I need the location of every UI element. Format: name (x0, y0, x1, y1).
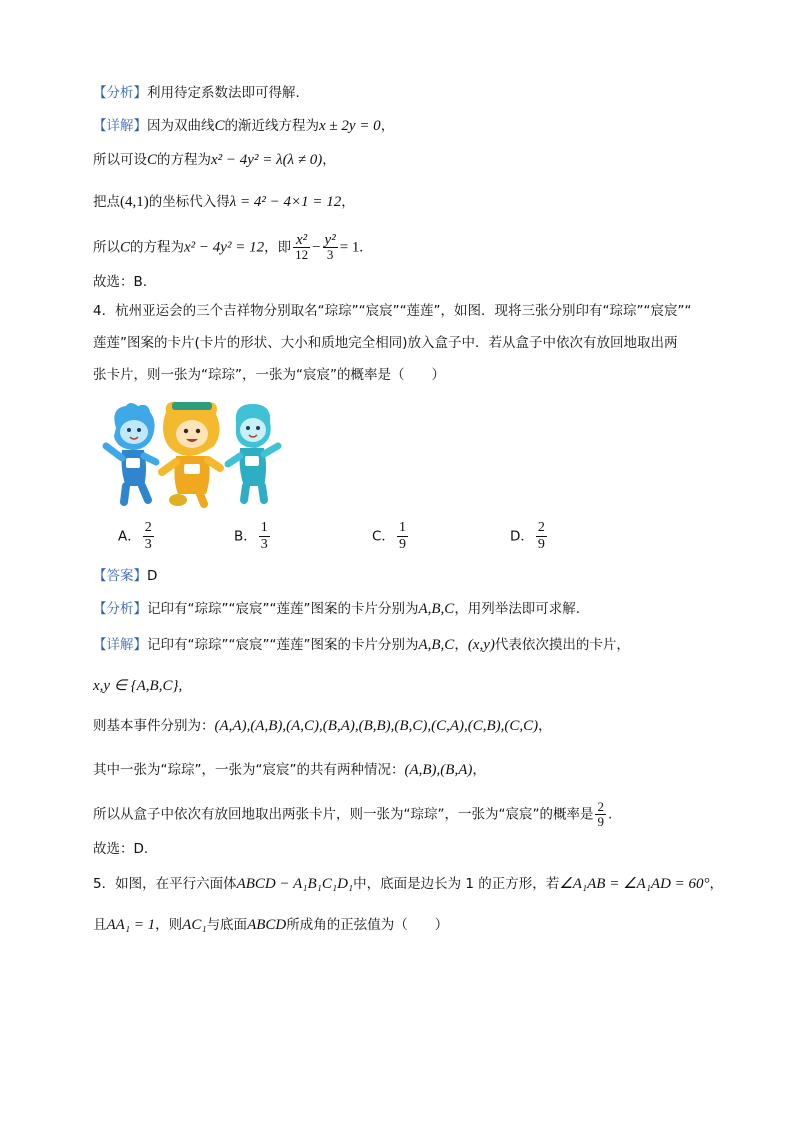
option-label: C． (372, 528, 395, 545)
basic-events-tail: ， (538, 718, 552, 734)
frac-num: 2 (144, 520, 152, 535)
q4-choice: 故选：D. (93, 841, 149, 857)
detail-tag: 【详解】 (93, 637, 147, 653)
q3-line2-text: 所以可设 (93, 152, 147, 168)
q4-stem-line-1: 4．杭州亚运会的三个吉祥物分别取名“琮琮”“宸宸”“莲莲”，如图．现将三张分别印有“琮琮”“宸宸”“ (93, 303, 692, 319)
q5-text-2: 中，底面是边长为 1 的正方形，若 (353, 876, 560, 892)
q3-line2: 所以可设C的方程为x² − 4y² = λ(λ ≠ 0)， (93, 152, 336, 168)
q3-choice: 故选：B. (93, 274, 148, 290)
frac-den: 3 (144, 537, 152, 552)
two-cases: (A,B),(B,A) (404, 762, 473, 778)
mascot-chenchen (162, 402, 220, 506)
answer-tag: 【答案】 (93, 568, 147, 584)
frac-den: 9 (597, 814, 604, 829)
detail-tag: 【详解】 (93, 118, 147, 134)
option-c (372, 520, 410, 553)
option-a (118, 520, 156, 553)
q3-detail-line: 【详解】因为双曲线C的渐近线方程为x ± 2y = 0， (93, 118, 395, 134)
frac-den: 9 (537, 537, 545, 552)
basic-events: (A,A),(A,B),(A,C),(B,A),(B,B),(B,C),(C,A),(C,B),(C,C) (214, 718, 539, 734)
q3-line2-text-2: 的方程为 (157, 152, 212, 168)
conclusion-fraction (595, 800, 606, 829)
q3-line4-text-2: 的方程为 (130, 239, 185, 256)
q4-answer: D (147, 568, 158, 584)
math-set: x,y ∈ {A,B,C}, (93, 678, 183, 694)
math-ac1: AC₁ (182, 917, 207, 933)
q3-analysis-text: 利用待定系数法即可得解. (147, 85, 300, 101)
final-equation: x² − 4y² = 12 (184, 239, 265, 256)
fraction-y2-3 (323, 233, 338, 262)
option-label: A． (118, 528, 141, 545)
q3-line3-text: 把点 (93, 194, 120, 210)
frac-num: 2 (537, 520, 545, 535)
math-aa1: AA₁ = 1 (106, 917, 156, 933)
math-C: C (120, 239, 131, 256)
mascot-congcong (106, 403, 156, 502)
q4-detail-text-3: 代表依次摸出的卡片， (494, 637, 630, 653)
fraction-x2-12 (293, 233, 310, 262)
q4-two-cases-line (93, 760, 486, 780)
frac-num: 1 (260, 520, 268, 535)
q4-basic-events-line (93, 716, 552, 736)
point-coordinates: (4,1) (120, 194, 149, 210)
q3-line4-text: 所以 (93, 239, 120, 256)
q3-detail-text-2: 的渐近线方程为 (224, 118, 320, 134)
q4-detail-text-2: ， (454, 637, 468, 653)
q4-detail-line (93, 635, 630, 655)
two-cases-tail: ， (472, 762, 486, 778)
q4-detail-text: 记印有“琮琮”“宸宸”“莲莲”图案的卡片分别为 (147, 637, 419, 653)
math-angles: ∠A₁AB = ∠A₁AD = 60° (559, 876, 710, 892)
q3-line3-text-2: 的坐标代入得 (148, 194, 230, 210)
mascot-lianlian (228, 404, 278, 500)
frac-den: 9 (398, 537, 406, 552)
q3-line4-text-3: ，即 (264, 239, 292, 256)
conclusion-tail: . (607, 806, 613, 823)
frac-num: 2 (597, 799, 604, 814)
option-d (510, 520, 549, 553)
q5-text-6: 与底面 (206, 917, 248, 933)
math-C: C (214, 118, 225, 134)
option-fraction (397, 520, 408, 553)
analysis-tag: 【分析】 (93, 85, 147, 101)
math-abc: A,B,C (418, 637, 455, 653)
frac-num: x² (293, 233, 310, 248)
frac-den: 3 (326, 247, 334, 262)
lambda-equation: λ = 4² − 4×1 = 12 (229, 194, 342, 210)
math-abc: A,B,C (418, 601, 455, 617)
q4-analysis-text: 记印有“琮琮”“宸宸”“莲莲”图案的卡片分别为 (147, 601, 419, 617)
frac-den: 3 (260, 537, 268, 552)
q4-answer-line (93, 566, 157, 586)
math-xy: (x,y) (467, 637, 495, 653)
option-fraction (143, 520, 154, 553)
q4-analysis-line (93, 599, 580, 619)
q4-conclusion-line (93, 800, 612, 829)
option-fraction (536, 520, 547, 553)
q5-text-7: 所成角的正弦值为（ ） (286, 917, 449, 933)
q5-stem-line-1 (93, 874, 723, 894)
frac-den: 12 (295, 247, 309, 262)
q3-detail-text: 因为双曲线 (147, 118, 215, 134)
option-fraction (259, 520, 270, 553)
analysis-tag: 【分析】 (93, 601, 147, 617)
math-base: ABCD (247, 917, 287, 933)
q4-set-line (93, 676, 182, 696)
option-label: D． (510, 528, 534, 545)
q5-text-4: 且 (93, 917, 107, 933)
q5-text-3: ， (709, 876, 724, 892)
q5-text: 5．如图，在平行六面体 (93, 876, 237, 892)
q4-analysis-text-2: ，用列举法即可求解. (454, 601, 581, 617)
basic-events-label: 则基本事件分别为： (93, 718, 215, 734)
frac-num: 1 (398, 520, 406, 535)
q3-line3: 把点(4,1)的坐标代入得λ = 4² − 4×1 = 12， (93, 194, 355, 210)
conclusion-text: 所以从盒子中依次有放回地取出两张卡片，则一张为“琮琮”，一张为“宸宸”的概率是 (93, 806, 594, 823)
mascots-image (96, 398, 288, 508)
option-label: B． (234, 528, 257, 545)
q3-analysis-line (93, 83, 300, 103)
equation-tail: = 1. (339, 239, 364, 256)
q4-stem-line-3: 张卡片，则一张为“琮琮”，一张为“宸宸”的概率是（ ） (93, 367, 445, 383)
q3-line4: 所以C的方程为x² − 4y² = 12，即 $\frac{\text{x²}}{12}$ − $\frac{\text{y²}}{3}$ = 1. (93, 232, 364, 262)
math-solid: ABCD − A₁B₁C₁D₁ (236, 876, 354, 892)
q5-text-5: ，则 (155, 917, 183, 933)
q5-stem-line-2 (93, 915, 448, 935)
frac-num: y² (324, 232, 336, 248)
general-equation: x² − 4y² = λ(λ ≠ 0) (211, 152, 323, 168)
option-b (234, 520, 272, 553)
math-C: C (147, 152, 158, 168)
asymptote-equation: x ± 2y = 0 (319, 118, 381, 134)
two-cases-label: 其中一张为“琮琮”，一张为“宸宸”的共有两种情况： (93, 762, 405, 778)
q4-stem-line-2: 莲莲”图案的卡片(卡片的形状、大小和质地完全相同)放入盒子中．若从盒子中依次有放回地取出两 (93, 335, 678, 351)
